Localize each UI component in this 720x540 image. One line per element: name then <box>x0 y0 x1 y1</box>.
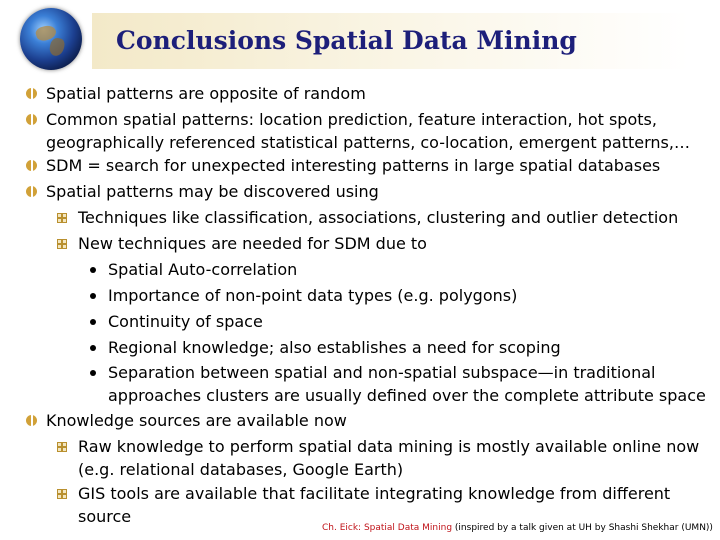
globe-icon <box>20 8 82 70</box>
sub-bullet-text: (e.g. relational databases, Google Earth) <box>78 460 404 479</box>
page-title: Conclusions Spatial Data Mining <box>116 26 577 55</box>
sub-bullet-text: GIS tools are available that facilitate integrating knowledge from different <box>78 484 671 503</box>
footer-credit-author: Ch. Eick: Spatial Data Mining <box>322 523 453 533</box>
dot-bullet-text: Continuity of space <box>108 312 263 331</box>
sub-bullet-icon <box>57 442 67 452</box>
dot-bullet-text: Importance of non-point data types (e.g. polygons) <box>108 286 518 305</box>
bullet-text: Spatial patterns may be discovered using <box>46 182 379 201</box>
sub-bullet-text: source <box>78 507 132 526</box>
dot-bullet-icon <box>90 293 96 299</box>
bullet-icon <box>26 88 37 99</box>
footer-credit <box>322 523 713 533</box>
sub-bullet-text: Raw knowledge to perform spatial data mining is mostly available online now <box>78 437 700 456</box>
bullet-icon <box>26 160 37 171</box>
sub-bullet-text: New techniques are needed for SDM due to <box>78 234 427 253</box>
sub-bullet-icon <box>57 213 67 223</box>
bullet-icon <box>26 186 37 197</box>
bullet-text: geographically referenced statistical patterns, co-location, emergent patterns,… <box>46 133 690 152</box>
dot-bullet-text: approaches clusters are usually defined over the complete attribute space <box>108 386 706 405</box>
dot-bullet-text: Separation between spatial and non-spatial subspace—in traditional <box>108 363 656 382</box>
dot-bullet-icon <box>90 267 96 273</box>
bullet-icon <box>26 415 37 426</box>
dot-bullet-text: Spatial Auto-correlation <box>108 260 298 279</box>
bullet-text: SDM = search for unexpected interesting patterns in large spatial databases <box>46 156 661 175</box>
sub-bullet-icon <box>57 239 67 249</box>
bullet-icon <box>26 114 37 125</box>
dot-bullet-icon <box>90 345 96 351</box>
dot-bullet-icon <box>90 370 96 376</box>
footer-credit-note: (inspired by a talk given at UH by Shashi Shekhar (UMN)) <box>452 523 713 533</box>
bullet-text: Spatial patterns are opposite of random <box>46 84 366 103</box>
dot-bullet-icon <box>90 319 96 325</box>
bullet-text: Knowledge sources are available now <box>46 411 347 430</box>
sub-bullet-icon <box>57 489 67 499</box>
sub-bullet-text: Techniques like classification, associations, clustering and outlier detection <box>78 208 679 227</box>
bullet-text: Common spatial patterns: location prediction, feature interaction, hot spots, <box>46 110 657 129</box>
dot-bullet-text: Regional knowledge; also establishes a need for scoping <box>108 338 561 357</box>
